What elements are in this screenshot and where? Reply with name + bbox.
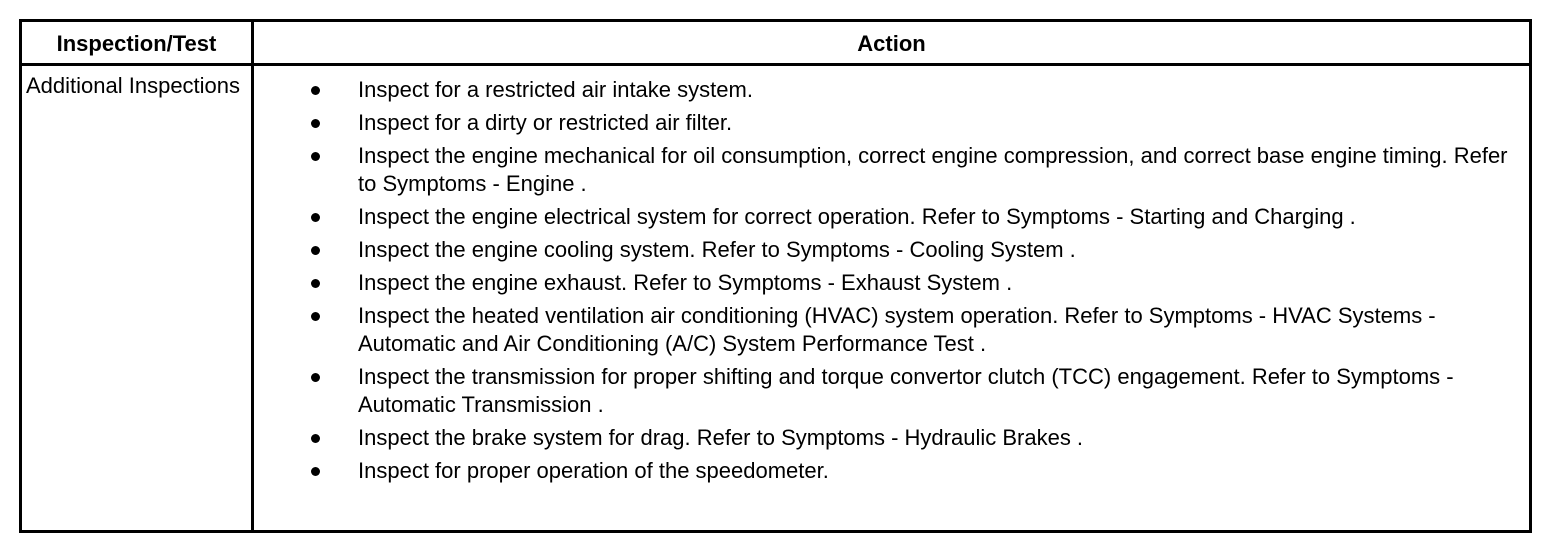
bullet-icon bbox=[311, 86, 320, 95]
bullet-icon bbox=[311, 373, 320, 382]
action-item bbox=[306, 269, 1516, 297]
action-item bbox=[306, 109, 1516, 137]
action-list bbox=[306, 76, 1516, 490]
action-item bbox=[306, 203, 1516, 231]
action-item bbox=[306, 76, 1516, 104]
header-action: Action bbox=[857, 31, 926, 56]
action-item bbox=[306, 457, 1516, 485]
inspection-table bbox=[19, 19, 1532, 533]
bullet-icon bbox=[311, 119, 320, 128]
action-text: Inspect for proper operation of the speedometer. bbox=[358, 458, 829, 483]
bullet-icon bbox=[311, 246, 320, 255]
action-text: Inspect the engine mechanical for oil consumption, correct engine compression, and correct base engine timing. Refer to Symptoms - Engine . bbox=[358, 143, 1508, 196]
action-text: Inspect for a restricted air intake system. bbox=[358, 77, 753, 102]
action-item bbox=[306, 142, 1516, 198]
action-item bbox=[306, 236, 1516, 264]
header-divider bbox=[22, 63, 1529, 66]
action-text: Inspect the engine electrical system for correct operation. Refer to Symptoms - Starting and Charging . bbox=[358, 204, 1356, 229]
header-inspection-test: Inspection/Test bbox=[56, 31, 217, 56]
action-item bbox=[306, 424, 1516, 452]
action-text: Inspect the engine exhaust. Refer to Symptoms - Exhaust System . bbox=[358, 270, 1013, 295]
bullet-icon bbox=[311, 312, 320, 321]
inspection-cell: Additional Inspections bbox=[26, 73, 241, 98]
bullet-icon bbox=[311, 152, 320, 161]
action-text: Inspect for a dirty or restricted air filter. bbox=[358, 110, 733, 135]
bullet-icon bbox=[311, 434, 320, 443]
bullet-icon bbox=[311, 279, 320, 288]
bullet-icon bbox=[311, 467, 320, 476]
action-text: Inspect the brake system for drag. Refer to Symptoms - Hydraulic Brakes . bbox=[358, 425, 1084, 450]
column-divider bbox=[251, 22, 254, 530]
action-text: Inspect the transmission for proper shifting and torque convertor clutch (TCC) engagement. Refer to Symptoms - Automatic Transmission . bbox=[358, 364, 1454, 417]
action-text: Inspect the heated ventilation air conditioning (HVAC) system operation. Refer to Symptoms - HVAC Systems - Automatic and Air Conditioning (A/C) System Performance Test . bbox=[358, 303, 1436, 356]
action-text: Inspect the engine cooling system. Refer to Symptoms - Cooling System . bbox=[358, 237, 1076, 262]
action-item bbox=[306, 363, 1516, 419]
action-item bbox=[306, 302, 1516, 358]
bullet-icon bbox=[311, 213, 320, 222]
